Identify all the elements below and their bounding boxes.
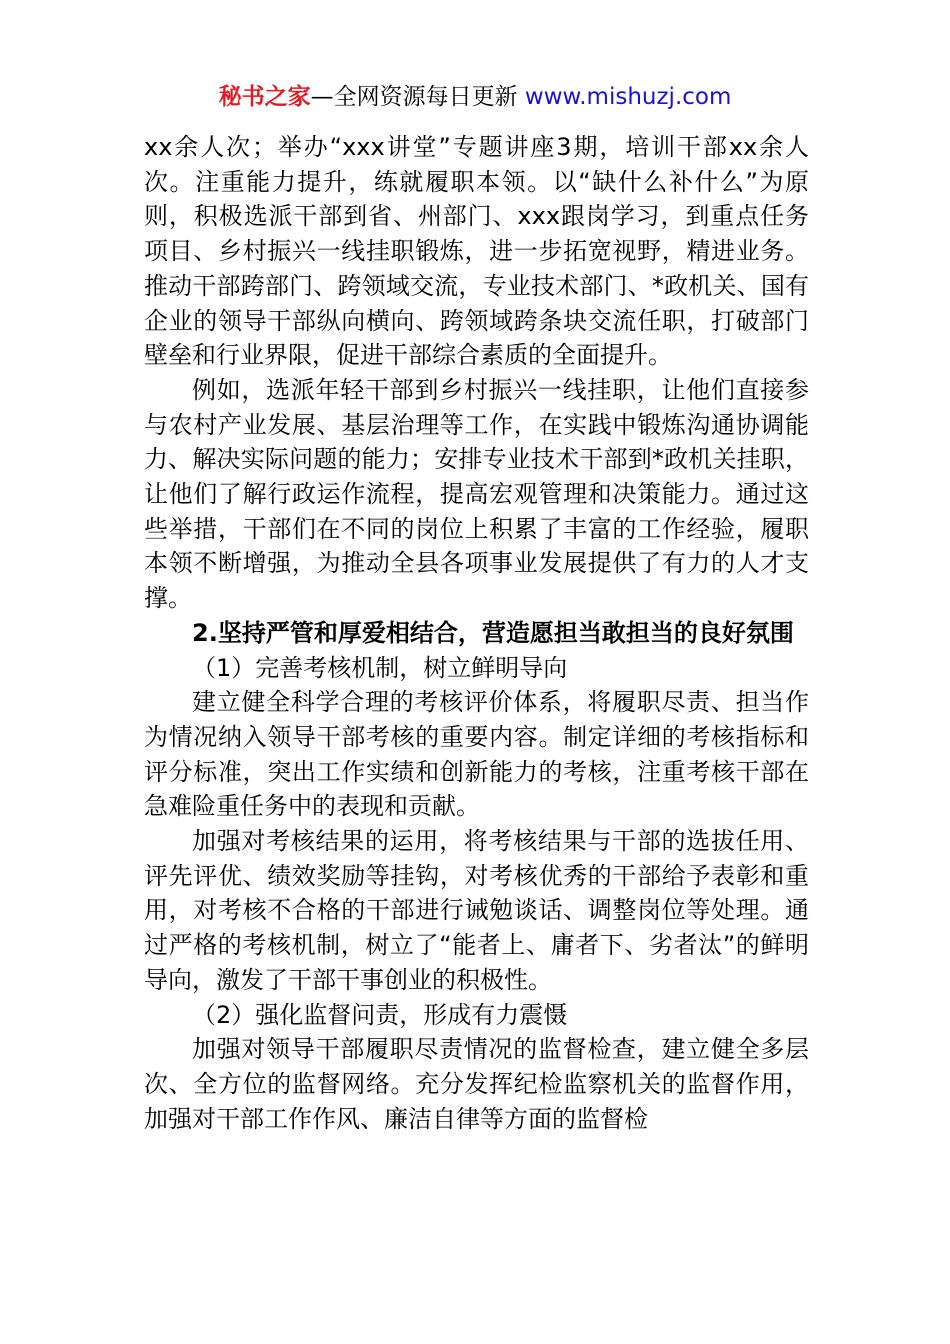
site-header [0,80,950,114]
subsection-heading: （1）完善考核机制，树立鲜明导向 [192,653,568,682]
document-body [144,130,809,1136]
subsection-heading: （2）强化监督问责，形成有力震慑 [192,1000,568,1029]
section-heading: 2.坚持严管和厚爱相结合，营造愿担当敢担当的良好氛围 [192,618,794,647]
paragraph: 加强对领导干部履职尽责情况的监督检查，建立健全多层次、全方位的监督网络。充分发挥纪检监察机关的监督作用，加强对干部工作作风、廉洁自律等方面的监督检 [144,1035,809,1133]
paragraph-example: 例如，选派年轻干部到乡村振兴一线挂职，让他们直接参与农村产业发展、基层治理等工作，在实践中锻炼沟通协调能力、解决实际问题的能力；安排专业技术干部到*政机关挂职，让他们了解行政运作流程，提高宏观管理和决策能力。通过这些举措，干部们在不同的岗位上积累了丰富的工作经验，履职本领不断增强，为推动全县各项事业发展提供了有力的人才支撑。 [144,375,809,613]
paragraph: 加强对考核结果的运用，将考核结果与干部的选拔任用、评先评优、绩效奖励等挂钩，对考核优秀的干部给予表彰和重用，对考核不合格的干部进行诫勉谈话、调整岗位等处理。通过严格的考核机制，树立了“能者上、庸者下、劣者汰”的鲜明导向，激发了干部干事创业的积极性。 [144,827,809,994]
site-url-link[interactable]: www.mishuzj.com [524,84,732,110]
site-tagline: —全网资源每日更新 [310,84,525,110]
site-brand: 秘书之家 [218,84,311,110]
paragraph-continued: xx余人次；举办“xxx讲堂”专题讲座3期，培训干部xx余人次。注重能力提升，练就履职本领。以“缺什么补什么”为原则，积极选派干部到省、州部门、xxx跟岗学习，到重点任务项目、乡村振兴一线挂职锻炼，进一步拓宽视野，精进业务。推动干部跨部门、跨领域交流，专业技术部门、*政机关、国有企业的领导干部纵向横向、跨领域跨条块交流任职，打破部门壁垒和行业界限，促进干部综合素质的全面提升。 [144,133,809,370]
paragraph: 建立健全科学合理的考核评价体系，将履职尽责、担当作为情况纳入领导干部考核的重要内容。制定详细的考核指标和评分标准，突出工作实绩和创新能力的考核，注重考核干部在急难险重任务中的表现和贡献。 [144,688,809,821]
